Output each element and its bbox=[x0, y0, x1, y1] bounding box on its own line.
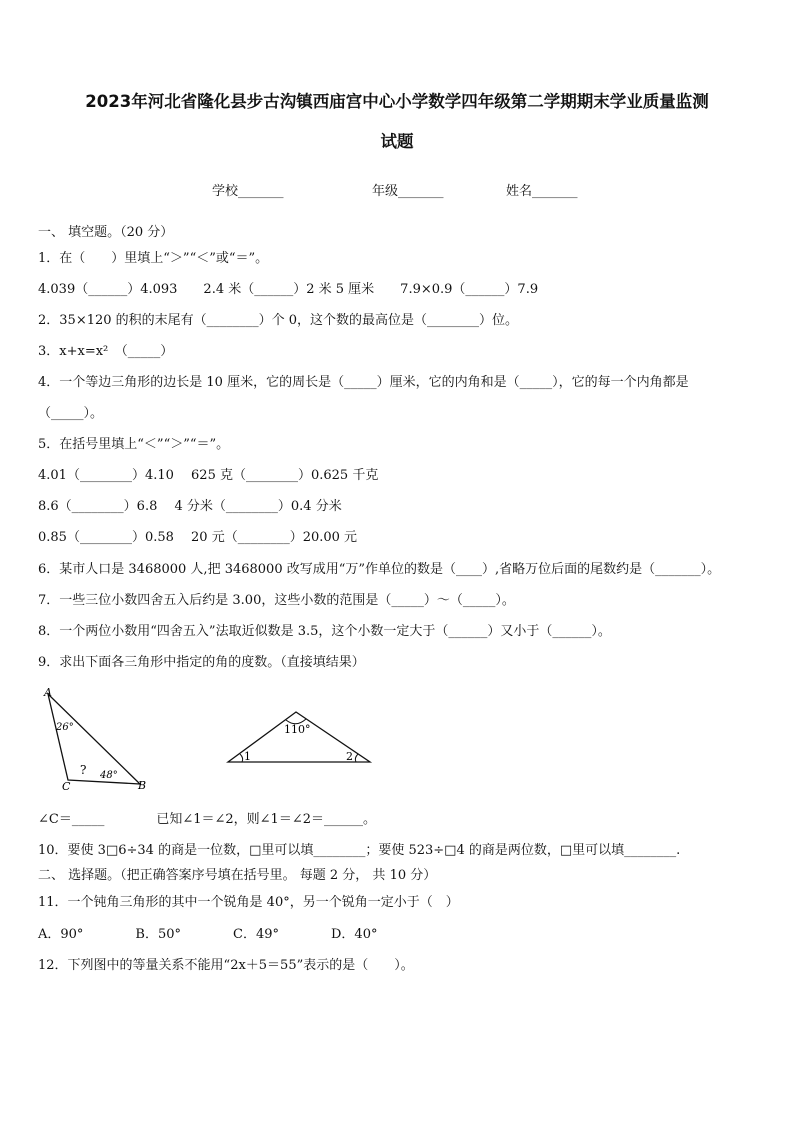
question-1-items: 4.039（______）4.093 2.4 米（______）2 米 5 厘米 7.9×0.9（______）7.9 bbox=[38, 282, 539, 297]
question-5-row-1: 4.01（________）4.10 625 克（________）0.625 千克 bbox=[38, 468, 379, 483]
question-11-options: A．90° B．50° C．49° D．40° bbox=[38, 927, 378, 942]
question-4-cont: （_____）。 bbox=[38, 406, 104, 421]
question-5-row-2: 8.6（________）6.8 4 分米（________）0.4 分米 bbox=[38, 499, 342, 514]
triangle-figure-2 bbox=[222, 708, 378, 768]
question-10: 10．要使 3□6÷34 的商是一位数，□里可以填________；要使 523÷□4 的商是两位数，□里可以填________. bbox=[38, 843, 681, 858]
angle-1-arc bbox=[240, 754, 243, 762]
section-1-heading: 一、 填空题。（20 分） bbox=[38, 225, 174, 240]
question-9-answers: ∠C＝_____ 已知∠1＝∠2，则∠1＝∠2＝______。 bbox=[38, 812, 376, 827]
question-5-row-3: 0.85（________）0.58 20 元（________）20.00 元 bbox=[38, 530, 358, 545]
angle-2-arc bbox=[355, 754, 358, 762]
question-8: 8．一个两位小数用“四舍五入”法取近似数是 3.5，这个小数一定大于（______）又小于（______）。 bbox=[38, 624, 611, 639]
question-1: 1．在（ ）里填上“＞”“＜”或“＝”。 bbox=[38, 251, 269, 266]
title-line-2: 试题 bbox=[380, 132, 414, 151]
question-12: 12．下列图中的等量关系不能用“2x＋5＝55”表示的是（ ）。 bbox=[38, 958, 414, 973]
triangle-abc bbox=[48, 694, 140, 784]
angle-2-label: 2 bbox=[346, 750, 353, 763]
vertex-a-label: A bbox=[44, 686, 52, 699]
top-angle-label: 110° bbox=[284, 723, 311, 736]
school-field: 学校_______ bbox=[212, 184, 284, 199]
vertex-c-label: C bbox=[62, 780, 71, 793]
section-2-heading: 二、 选择题。（把正确答案序号填在括号里。 每题 2 分， 共 10 分） bbox=[38, 868, 437, 883]
question-11: 11．一个钝角三角形的其中一个锐角是 40°，另一个锐角一定小于（ ） bbox=[38, 895, 459, 910]
question-6: 6．某市人口是 3468000 人,把 3468000 改写成用“万”作单位的数是（____）,省略万位后面的尾数约是（_______）。 bbox=[38, 562, 721, 577]
question-2: 2．35×120 的积的末尾有（________）个 0，这个数的最高位是（________）位。 bbox=[38, 313, 519, 328]
angle-1-label: 1 bbox=[244, 750, 251, 763]
grade-field: 年级_______ bbox=[372, 184, 444, 199]
question-7: 7．一些三位小数四舍五入后约是 3.00，这些小数的范围是（_____）～（_____）。 bbox=[38, 593, 515, 608]
question-4: 4．一个等边三角形的边长是 10 厘米，它的周长是（_____）厘米，它的内角和是（_____），它的每一个内角都是 bbox=[38, 375, 689, 390]
name-field: 姓名_______ bbox=[506, 184, 578, 199]
angle-a-label: 26° bbox=[56, 722, 74, 733]
vertex-b-label: B bbox=[138, 779, 147, 792]
triangle-figure-1 bbox=[36, 684, 156, 794]
question-3: 3．x+x=x² （_____） bbox=[38, 344, 174, 359]
angle-b-label: 48° bbox=[100, 770, 118, 781]
question-5: 5．在括号里填上“＜”“＞”“＝”。 bbox=[38, 437, 230, 452]
unknown-angle-label: ? bbox=[80, 763, 87, 777]
question-9: 9．求出下面各三角形中指定的角的度数。（直接填结果） bbox=[38, 655, 365, 670]
title-line-1: 2023年河北省隆化县步古沟镇西庙宫中心小学数学四年级第二学期期末学业质量监测 bbox=[85, 92, 709, 111]
